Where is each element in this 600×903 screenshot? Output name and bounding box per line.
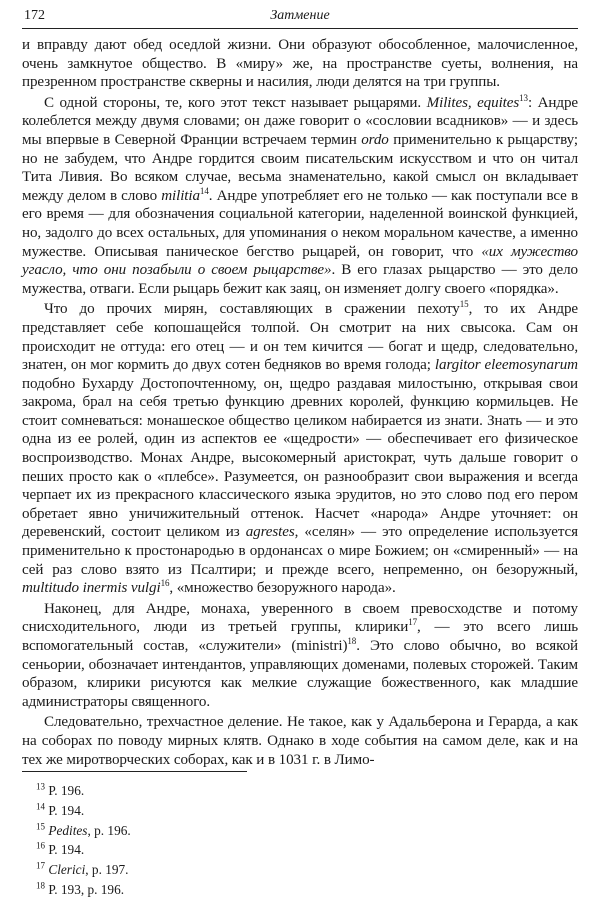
italic-text: Clerici (48, 862, 86, 878)
footnote-number: 15 (36, 821, 45, 832)
text-run: подобно Бухарду Достопочтенному, он, щедро раздавая милостыню, открывая свои закрома, брал на себя третью функцию древних королей, функцию кормильцев. Не стоит сомневаться: монашеское общество целиком набирается из знати. Знать — и это одна из ее ролей, один из аспектов ее «щедрости» — обеспечивает его физическое воспроизводство. Монах Андре, высокомерный аристократ, чуть дальше говорит о пеших просто как о «плебсе». Разумеется, он разнообразит свои выражения и всегда черпает их из прекрасного классического языка эрудитов, но это слово под его пером обретает явно уничижительный оттенок. Насчет «народа» Андре уточняет: он деревенский, состоит целиком из (22, 375, 578, 541)
footnote-number: 14 (36, 801, 45, 812)
text-run: применительно к рыцарству; но не забудем, что Андре гордится своим писательским искусством и что он читал Тита Ливия. Во всяком случае, весьма знаменательно, какой смысл он вкладывает между делом в слово (22, 131, 578, 204)
footnote-reference: 13 (519, 92, 528, 103)
text-run: Следовательно, трехчастное деление. Не такое, как у Адальберона и Герарда, а как на соборах по поводу мирных клятв. Однако в ходе события на самом деле, как и на тех же миротворческих соборах, как и в 1031 г. в Лимо- (22, 714, 578, 768)
text-run: С одной стороны, те, кого этот текст называет рыцарями. (44, 94, 427, 111)
footnote (36, 880, 131, 900)
text-run: Что до прочих мирян, составляющих в сражении пехоту (44, 301, 460, 318)
text-run: . Это слово обычно, во всякой сеньории, обозначает интендантов, управляющих доменами, полевых сторожей. Таким образом, клирики рисуются как мелкие служащие божественного, как младшие администраторы священного. (22, 638, 579, 710)
footnote-number: 17 (36, 860, 45, 871)
italic-text: agrestes (245, 524, 295, 541)
footnote (36, 821, 131, 841)
text-run: , то их Андре представляет себе копошащейся толпой. Он смотрит на них свысока. Сам он происходит не оттуда: его отец — и он тем кичится — богат и щедр, следовательно, знатен, он мог кормить до двух сотен бедняков во время голода; (22, 301, 578, 374)
footnote-divider (22, 771, 247, 772)
page-header (22, 6, 578, 29)
text-run: и вправду дают обед оседлой жизни. Они образуют обособленное, малочисленное, очень замкнутое общество. В «миру» же, на пространстве суеты, волнения, на презренном пространстве скверны и насилия, люди делятся на три группы. (22, 37, 578, 91)
text-run: . В его глазах рыцарство — это дело мужества, отваги. Если рыцарь бежит как заяц, он изменяет долгу своего «порядка». (22, 262, 578, 297)
footnote-reference: 14 (199, 185, 209, 196)
footnote-reference: 16 (160, 578, 170, 589)
paragraph (22, 36, 578, 92)
footnote-reference: 18 (347, 635, 357, 646)
text-run: , — это всего лишь вспомогательный состав, «служители» (ministri) (22, 619, 578, 654)
italic-text: «их мужество угасло, что они позабыли о своем рыцарстве» (22, 243, 578, 279)
text-run: P. 194. (48, 842, 85, 858)
text-run: P. 193, p. 196. (48, 881, 125, 897)
text-run: P. 194. (48, 802, 85, 818)
italic-text: largitor eleemosynarum (434, 357, 578, 374)
paragraph (22, 94, 578, 299)
footnotes (36, 781, 131, 900)
body-text (22, 36, 578, 771)
text-run: Наконец, для Андре, монаха, уверенного в своем превосходстве и потому снисходительного, люди из третьей группы, клирики (22, 600, 578, 636)
footnote (36, 840, 131, 860)
text-run: , p. 196. (87, 822, 131, 838)
paragraph (22, 300, 578, 598)
page-number: 172 (24, 8, 45, 23)
footnote-number: 18 (36, 880, 45, 891)
footnote (36, 801, 131, 821)
text-run: P. 196. (48, 783, 85, 798)
running-title: Затмение (270, 8, 330, 23)
text-run: , «селян» — это определение используется применительно к простонародью в ордонансах о мире Божием; он «смиренный» — на сей раз слово взято из Псалтири; и прежде всего, непременно, он безоружный, (22, 524, 578, 578)
text-run: : Андре колеблется между двумя словами; он даже говорит о «сословии всадников» — и здесь мы впервые в Северной Франции встречаем термин (22, 94, 578, 148)
italic-text: multitudo inermis vulgi (22, 580, 161, 597)
footnote-reference: 17 (408, 617, 418, 628)
footnote (36, 781, 131, 801)
text-run: , «множество безоружного народа». (169, 580, 396, 597)
footnote (36, 860, 131, 880)
paragraph (22, 713, 578, 769)
italic-text: ordo (361, 131, 389, 148)
italic-text: Milites, equites (426, 94, 520, 111)
footnote-reference: 15 (459, 299, 469, 310)
footnote-number: 16 (36, 840, 45, 851)
text-run: , p. 197. (85, 862, 129, 878)
text-run: . Андре употребляет его не только — как поступали все в его время — для обозначения социальной категории, наделенной воинской функцией, но, задолго до всех остальных, для упоминания о неком моральном качестве, а именно мужестве. Описывая паническое бегство рыцарей, он говорит, что (22, 187, 578, 260)
footnote-number: 13 (36, 781, 45, 792)
italic-text: militia (161, 187, 200, 204)
paragraph (22, 600, 578, 712)
italic-text: Pedites (48, 822, 88, 838)
